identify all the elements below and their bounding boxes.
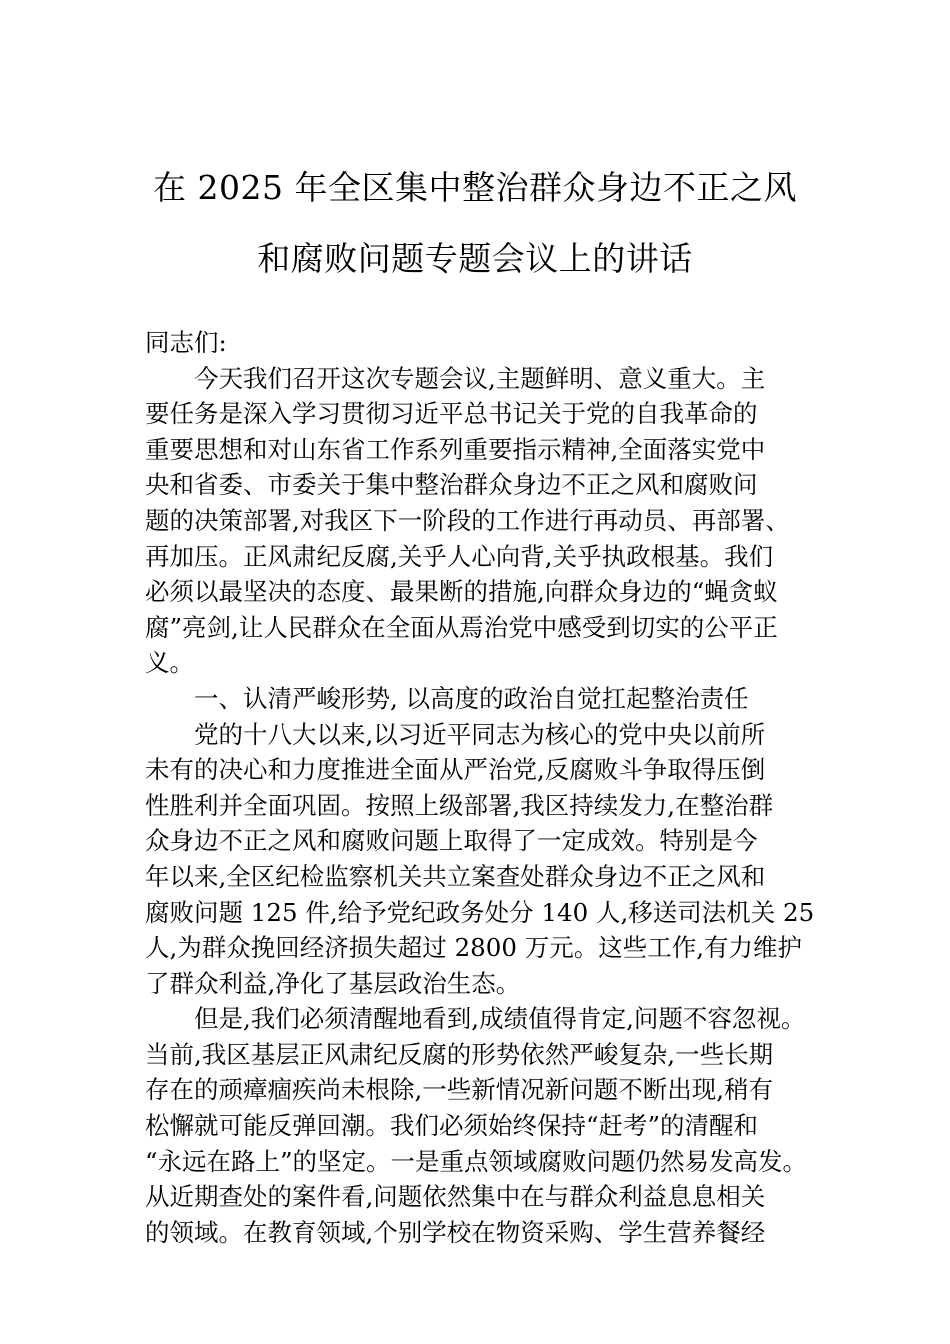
section-heading: 一、认清严峻形势, 以高度的政治自觉扛起整治责任 (194, 683, 749, 713)
text-line: 松懈就可能反弹回潮。我们必须始终保持“赶考”的清醒和 (145, 1111, 759, 1141)
text-line: 性胜利并全面巩固。按照上级部署,我区持续发力,在整治群 (145, 790, 774, 820)
text-line: 再加压。正风肃纪反腐,关乎人心向背,关乎执政根基。我们 (145, 541, 774, 571)
document-title-line-1: 在 2025 年全区集中整治群众身边不正之风 (153, 168, 797, 207)
text-line: 当前,我区基层正风肃纪反腐的形势依然严峻复杂,一些长期 (145, 1039, 774, 1069)
text-line: 腐败问题 125 件,给予党纪政务处分 140 人,移送司法机关 25 (145, 897, 815, 927)
text-line: 央和省委、市委关于集中整治群众身边不正之风和腐败问 (145, 470, 758, 500)
text-line: “永远在路上”的坚定。一是重点领域腐败问题仍然易发高发。 (145, 1146, 808, 1176)
text-line: 但是,我们必须清醒地看到,成绩值得肯定,问题不容忽视。 (194, 1004, 806, 1034)
text-line: 腐”亮剑,让人民群众在全面从焉治党中感受到切实的公平正 (145, 612, 778, 642)
text-line: 党的十八大以来,以习近平同志为核心的党中央以前所 (194, 719, 766, 749)
text-line: 的领域。在教育领域,个别学校在物资采购、学生营养餐经 (145, 1217, 766, 1247)
text-line: 众身边不正之风和腐败问题上取得了一定成效。特别是今 (145, 826, 758, 856)
text-line: 了群众利益,净化了基层政治生态。 (145, 968, 521, 998)
text-line: 年以来,全区纪检监察机关共立案查处群众身边不正之风和 (145, 861, 766, 891)
text-line: 要任务是深入学习贯彻习近平总书记关于党的自我革命的 (145, 399, 758, 429)
text-line: 题的决策部署,对我区下一阶段的工作进行再动员、再部署、 (145, 505, 790, 535)
text-line: 人,为群众挽回经济损失超过 2800 万元。这些工作,有力维护 (145, 933, 802, 963)
document-title-line-2: 和腐败问题专题会议上的讲话 (257, 239, 693, 278)
text-line: 未有的决心和力度推进全面从严治党,反腐败斗争取得压倒 (145, 755, 766, 785)
text-line: 从近期查处的案件看,问题依然集中在与群众利益息息相关 (145, 1182, 766, 1212)
document-body (145, 325, 815, 1250)
text-line: 今天我们召开这次专题会议,主题鲜明、意义重大。主 (194, 363, 766, 393)
text-line: 存在的顽瘴痼疾尚未根除,一些新情况新问题不断出现,稍有 (145, 1075, 774, 1105)
paragraph-lines (145, 361, 815, 1251)
text-line: 必须以最坚决的态度、最果断的措施,向群众身边的“蝇贪蚁 (145, 577, 778, 607)
greeting: 同志们: (145, 328, 227, 357)
text-line: 重要思想和对山东省工作系列重要指示精神,全面落实党中 (145, 434, 766, 464)
text-line: 义。 (145, 648, 194, 678)
